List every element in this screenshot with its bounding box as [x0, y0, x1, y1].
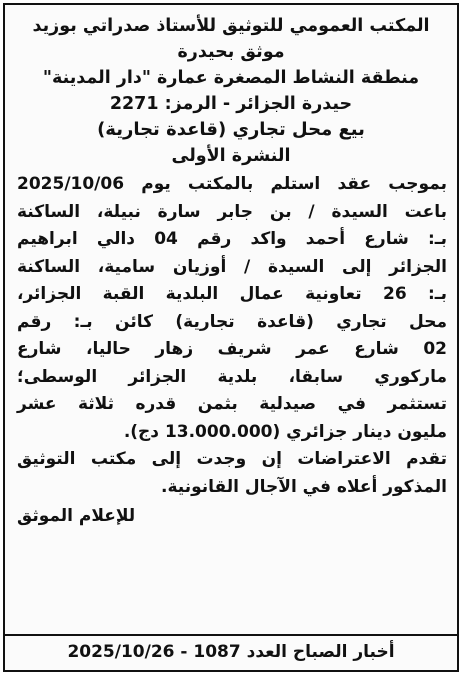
body-line: محل تجاري (قاعدة تجارية) كائن بـ: رقم: [17, 311, 447, 332]
legal-notice: [3, 3, 459, 672]
body-line: بـ: 26 تعاونية عمال البلدية القبة الجزائر،: [17, 284, 447, 304]
publication-footer: أخبار الصباح العدد 1087 - 2025/10/26: [5, 634, 457, 670]
notary-location: موثق بحيدرة: [177, 42, 285, 62]
body-line: المذكور أعلاه في الآجال القانونية.: [161, 476, 447, 497]
body-line: تقدم الاعتراضات إن وجدت إلى مكتب التوثيق: [17, 449, 447, 469]
body-line: تستثمر في صيدلية بثمن قدره ثلاثة عشر: [17, 394, 447, 414]
notice-body: [5, 171, 457, 501]
signature-line: للإعلام الموثق: [17, 506, 136, 526]
body-line: بموجب عقد استلم بالمكتب يوم 2025/10/06: [17, 174, 447, 194]
office-address: منطقة النشاط المصغرة عمارة "دار المدينة": [42, 68, 420, 88]
body-line: بـ: شارع أحمد واكد رقم 04 دالي ابراهيم: [17, 229, 447, 249]
body-line: الجزائر إلى السيدة / أوزيان سامية، الساكنة: [17, 256, 447, 277]
body-line: 02 شارع عمر شريف زهار حاليا، شارع: [17, 339, 447, 359]
notice-title: بيع محل تجاري (قاعدة تجارية): [97, 119, 365, 140]
body-line: ماركوري سابقا، بلدية الجزائر الوسطى؛: [17, 366, 447, 387]
office-name: المكتب العمومي للتوثيق للأستاذ صدراتي بوزيد: [32, 16, 430, 36]
office-postal-code: حيدرة الجزائر - الرمز: 2271: [109, 94, 353, 114]
notice-edition: النشرة الأولى: [171, 146, 291, 166]
notice-header: [5, 5, 457, 169]
body-line: باعت السيدة / بن جابر سارة نبيلة، الساكنة: [17, 201, 447, 222]
body-line: مليون دينار جزائري (13.000.000 دج).: [123, 421, 447, 442]
